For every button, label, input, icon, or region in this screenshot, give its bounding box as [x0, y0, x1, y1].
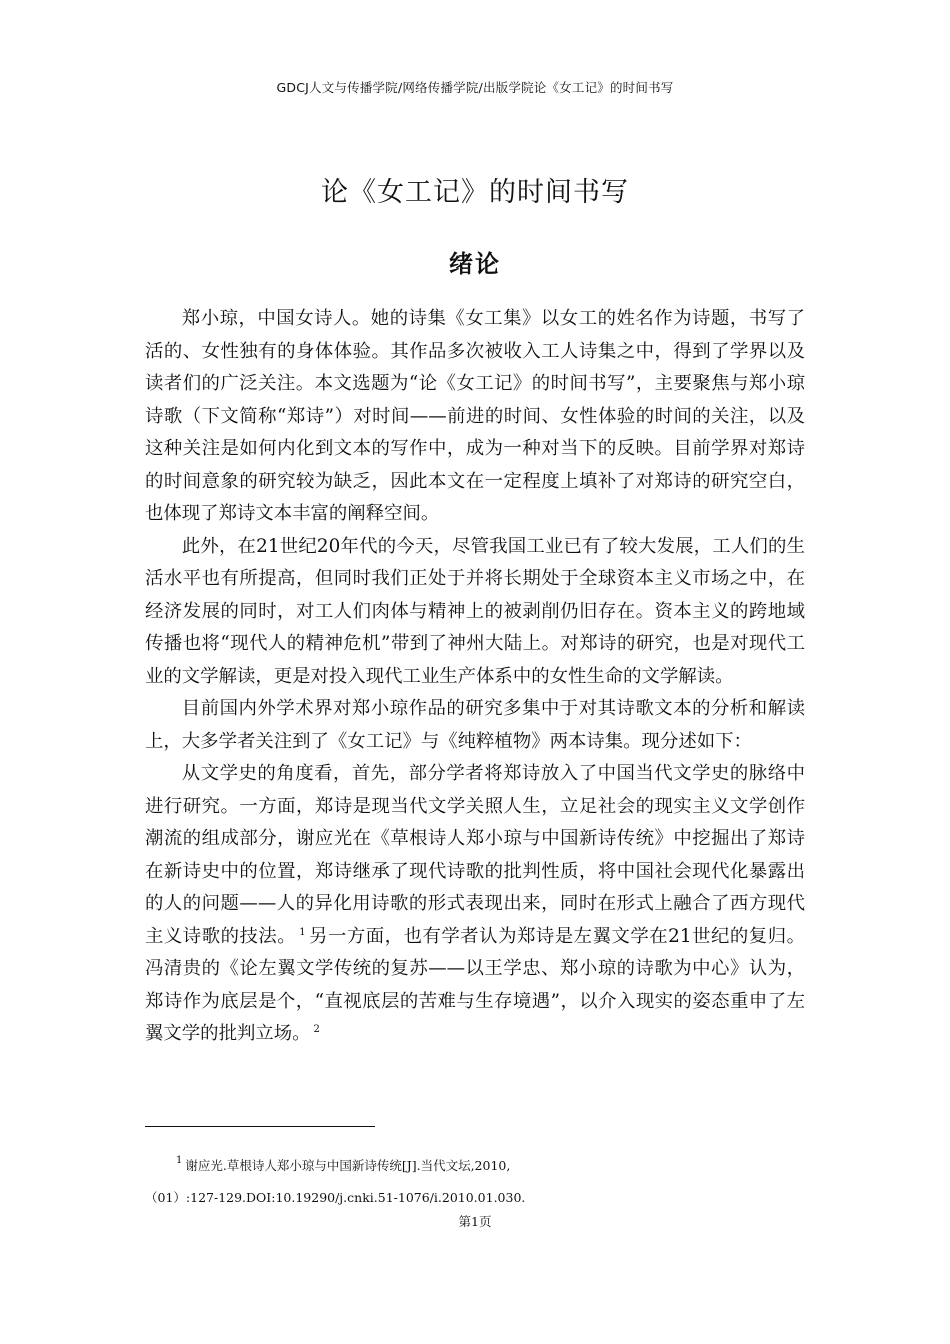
paragraph: [145, 758, 805, 1051]
footnote-divider: [145, 1126, 375, 1127]
footnote-reference[interactable]: 2: [313, 1024, 320, 1035]
section-heading: 绪论: [449, 250, 501, 278]
paragraph-text: 从文学史的角度看，首先，部分学者将郑诗放入了中国当代文学史的脉络中进行研究。一方面，郑诗是现当代文学关照人生，立足社会的现实主义文学创作潮流的组成部分，谢应光在《草根诗人郑小琼与中国新诗传统》中挖掘出了郑诗在新诗史中的位置，郑诗继承了现代诗歌的批判性质，将中国社会现代化暴露出的人的问题——人的异化用诗歌的形式表现出来，同时在形式上融合了西方现代主义诗歌的技法。: [145, 763, 805, 947]
footnote-line: [145, 1150, 805, 1182]
page-title: 论《女工记》的时间书写: [321, 177, 629, 208]
footnote-line: （01）:127-129.DOI:10.19290/j.cnki.51-1076/i.2010.01.030.: [145, 1190, 526, 1205]
footnote-reference[interactable]: 1: [299, 926, 306, 938]
footnote: [145, 1150, 805, 1214]
page-number: 第1页: [458, 1214, 492, 1229]
footnote-text: 谢应光.草根诗人郑小琼与中国新诗传统[J].当代文坛,2010,: [185, 1158, 511, 1173]
paragraph: 目前国内外学术界对郑小琼作品的研究多集中于对其诗歌文本的分析和解读上，大多学者关注到了《女工记》与《纯粹植物》两本诗集。现分述如下：: [145, 698, 805, 752]
body-text: [145, 303, 805, 1051]
paragraph: 郑小琼，中国女诗人。她的诗集《女工集》以女工的姓名作为诗题，书写了活的、女性独有的身体体验。其作品多次被收入工人诗集之中，得到了学界以及读者们的广泛关注。本文选题为“论《女工记》的时间书写”，主要聚焦与郑小琼诗歌（下文简称“郑诗”）对时间——前进的时间、女性体验的时间的关注，以及这种关注是如何内化到文本的写作中，成为一种对当下的反映。目前学界对郑诗的时间意象的研究较为缺乏，因此本文在一定程度上填补了对郑诗的研究空白，也体现了郑诗文本丰富的阐释空间。: [145, 308, 805, 524]
footnote-marker: 1: [176, 1155, 183, 1166]
running-header: GDCJ人文与传播学院/网络传播学院/出版学院论《女工记》的时间书写: [276, 80, 674, 95]
paragraph-text: 另一方面，也有学者认为郑诗是左翼文学在21世纪的复归。冯清贵的《论左翼文学传统的复苏——以王学忠、郑小琼的诗歌为中心》认为，郑诗作为底层是个，“直视底层的苦难与生存境遇”，以介入现实的姿态重申了左翼文学的批判立场。: [145, 925, 805, 1044]
paragraph: 此外，在21世纪20年代的今天，尽管我国工业已有了较大发展，工人们的生活水平也有所提高，但同时我们正处于并将长期处于全球资本主义市场之中，在经济发展的同时，对工人们肉体与精神上的被剥削仍旧存在。资本主义的跨地域传播也将“现代人的精神危机”带到了神州大陆上。对郑诗的研究，也是对现代工业的文学解读，更是对投入现代工业生产体系中的女性生命的文学解读。: [145, 535, 805, 687]
